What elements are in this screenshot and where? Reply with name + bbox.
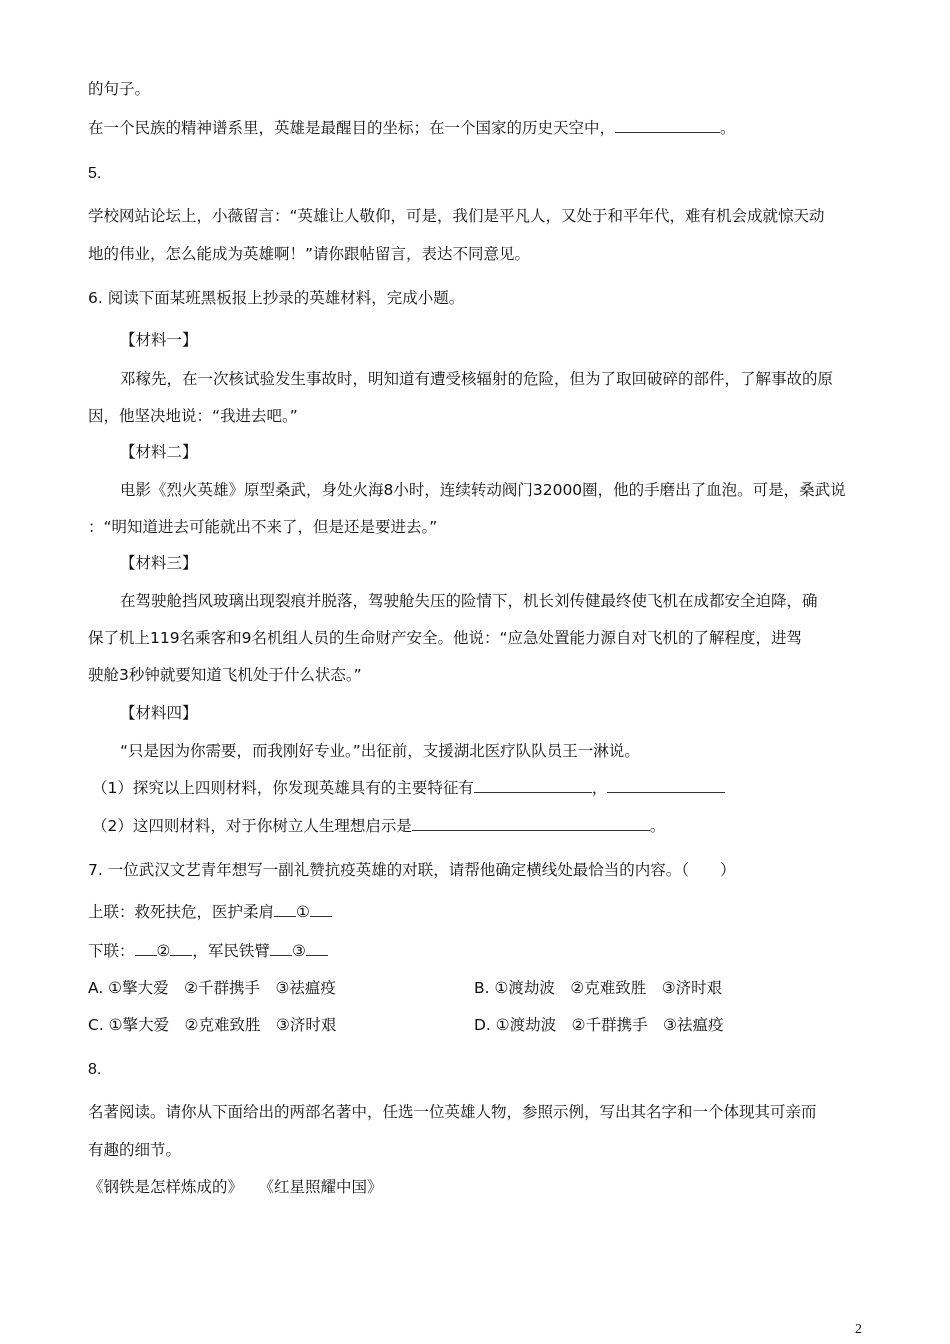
- q7-lower-text: ，军民铁臂: [192, 942, 270, 960]
- q6-material1-line2: 因，他坚决地说：“我进去吧。”: [88, 407, 298, 425]
- q7-upper-text: 上联：救死扶危，医护柔肩: [88, 903, 275, 921]
- q6-material1-title: 【材料一】: [120, 331, 198, 349]
- q4-line2-end: 。: [720, 119, 736, 137]
- q6-sub1-blank-2[interactable]: [607, 778, 725, 793]
- q6-material1-line1: 邓稼先，在一次核试验发生事故时，明知道有遭受核辐射的危险，但为了取回破碎的部件，了解事故的原: [120, 370, 834, 388]
- q6-material2-line2: ：“明知道进去可能就出不来了，但是还是要进去。”: [88, 518, 438, 536]
- q7-lower-marker-2: ②: [156, 942, 171, 960]
- q6-material4-title: 【材料四】: [120, 704, 198, 722]
- q6-subquestion-2: [92, 815, 665, 837]
- q7-lower-blank-3-right: [306, 941, 328, 956]
- q7-lower-blank-3-left: [270, 941, 292, 956]
- q6-sub2-blank[interactable]: [412, 816, 650, 831]
- q7-upper-blank-left: [274, 902, 296, 917]
- q5-number: 5.: [88, 165, 102, 182]
- q4-answer-blank[interactable]: [615, 118, 720, 133]
- q6-title: 6. 阅读下面某班黑板报上抄录的英雄材料，完成小题。: [88, 289, 465, 307]
- q7-upper-couplet: [88, 901, 332, 923]
- q6-sub1-text: （1）探究以上四则材料，你发现英雄具有的主要特征有: [92, 779, 474, 797]
- q7-lower-label: 下联：: [88, 942, 135, 960]
- q7-upper-marker-1: ①: [296, 903, 310, 921]
- q6-sub2-end: 。: [649, 817, 666, 835]
- q6-material2-title: 【材料二】: [120, 443, 198, 461]
- page-number: 2: [855, 1322, 862, 1337]
- q6-material3-line2: 保了机上119名乘客和9名机组人员的生命财产安全。他说：“应急处置能力源自对飞机的了解程度，进驾: [88, 629, 802, 647]
- q6-material3-line3: 驶舱3秒钟就要知道飞机处于什么状态。”: [88, 666, 362, 684]
- q8-books: 《钢铁是怎样炼成的》 《红星照耀中国》: [88, 1178, 383, 1196]
- q4-line1: 的句子。: [88, 80, 151, 98]
- q5-line1: 学校网站论坛上，小薇留言：“英雄让人敬仰，可是，我们是平凡人，又处于和平年代，难有机会成就惊天动: [88, 207, 825, 225]
- q8-line1: 名著阅读。请你从下面给出的两部名著中，任选一位英雄人物，参照示例，写出其名字和一个体现其可亲而: [88, 1103, 817, 1121]
- q7-lower-blank-2-right: [170, 941, 192, 956]
- q6-sub1-separator: ，: [591, 779, 608, 797]
- q7-option-b[interactable]: B. ①渡劫波 ②克难致胜 ③济时艰: [474, 979, 723, 997]
- q7-lower-marker-3: ③: [291, 942, 306, 960]
- q7-lower-blank-2-left: [135, 941, 157, 956]
- q7-option-c[interactable]: C. ①擎大爱 ②克难致胜 ③济时艰: [88, 1016, 337, 1034]
- q7-title: 7. 一位武汉文艺青年想写一副礼赞抗疫英雄的对联，请帮他确定横线处最恰当的内容。（ ）: [88, 861, 736, 879]
- q8-number: 8.: [88, 1061, 102, 1078]
- q8-line2: 有趣的细节。: [88, 1141, 182, 1159]
- q7-option-a[interactable]: A. ①擎大爱 ②千群携手 ③祛瘟疫: [88, 979, 336, 997]
- q7-lower-couplet: [88, 940, 328, 962]
- q6-material3-line1: 在驾驶舱挡风玻璃出现裂痕并脱落，驾驶舱失压的险情下，机长刘传健最终使飞机在成都安全迫降，确: [120, 592, 818, 610]
- q5-line2: 地的伟业，怎么能成为英雄啊！”请你跟帖留言，表达不同意见。: [88, 245, 531, 263]
- q6-material3-title: 【材料三】: [120, 554, 198, 572]
- q7-option-d[interactable]: D. ①渡劫波 ②千群携手 ③祛瘟疫: [474, 1016, 724, 1034]
- q6-material4-line1: “只是因为你需要，而我刚好专业。”出征前，支援湖北医疗队队员王一淋说。: [120, 742, 640, 760]
- q7-upper-blank-right: [310, 902, 332, 917]
- q4-line2: [88, 117, 736, 139]
- q6-subquestion-1: [92, 777, 725, 799]
- q6-sub2-text: （2）这四则材料，对于你树立人生理想启示是: [92, 817, 412, 835]
- q6-material2-line1: 电影《烈火英雄》原型桑武，身处火海8小时，连续转动阀门32000圈，他的手磨出了血泡。可是，桑武说: [120, 481, 846, 499]
- q4-line2-text: 在一个民族的精神谱系里，英雄是最醒目的坐标；在一个国家的历史天空中，: [88, 119, 616, 137]
- q6-sub1-blank-1[interactable]: [474, 778, 592, 793]
